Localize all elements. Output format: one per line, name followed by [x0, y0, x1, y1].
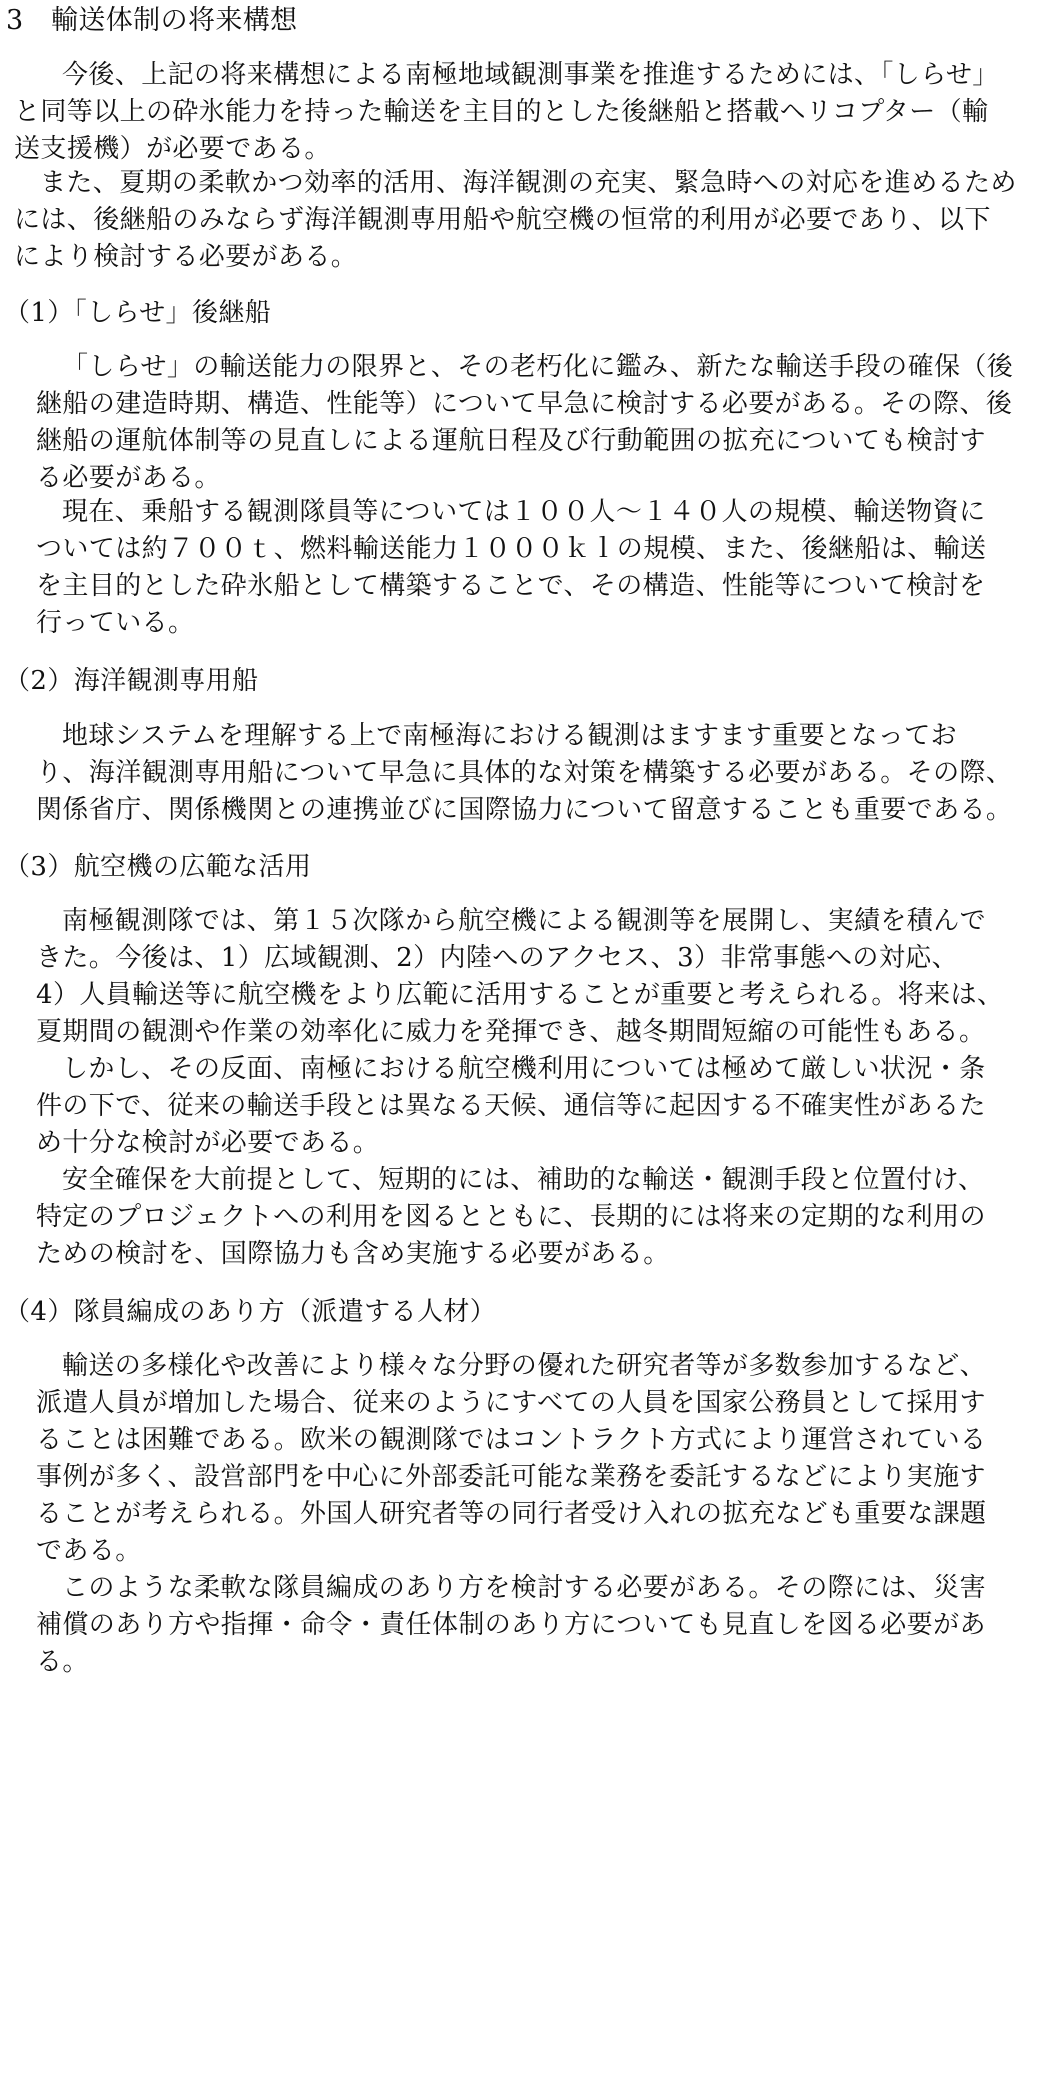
paragraph-line: 関係省庁、関係機関との連携並びに国際協力について留意することも重要である。	[36, 795, 1013, 825]
paragraph-line: る。	[36, 1647, 89, 1677]
intro-line: 今後、上記の将来構想による南極地域観測事業を推進するためには、「しらせ」	[62, 60, 999, 90]
paragraph-line: 輸送の多様化や改善により様々な分野の優れた研究者等が多数参加するなど、	[62, 1351, 987, 1381]
paragraph-line: 派遣人員が増加した場合、従来のようにすべての人員を国家公務員として採用す	[36, 1388, 986, 1418]
subsection-heading-1: （1）「しらせ」後継船	[4, 298, 272, 328]
subsection-heading-3: （3）航空機の広範な活用	[4, 852, 312, 882]
paragraph-line: 行っている。	[36, 608, 195, 638]
intro-line: また、夏期の柔軟かつ効率的活用、海洋観測の充実、緊急時への対応を進めるため	[40, 168, 1017, 198]
paragraph-line: 地球システムを理解する上で南極海における観測はますます重要となってお	[62, 721, 958, 751]
paragraph-line: 事例が多く、設営部門を中心に外部委託可能な業務を委託するなどにより実施す	[36, 1462, 986, 1492]
paragraph-line: ることは困難である。欧米の観測隊ではコントラクト方式により運営されている	[36, 1425, 987, 1455]
paragraph-line: 現在、乗船する観測隊員等については１００人～１４０人の規模、輸送物資に	[62, 497, 986, 527]
paragraph-line: る必要がある。	[36, 463, 221, 493]
paragraph-line: ついては約７００ｔ、燃料輸送能力１０００ｋｌの規模、また、後継船は、輸送	[36, 534, 987, 564]
paragraph-line: 件の下で、従来の輸送手段とは異なる天候、通信等に起因する不確実性があるた	[36, 1091, 986, 1121]
paragraph-line: 夏期間の観測や作業の効率化に威力を発揮でき、越冬期間短縮の可能性もある。	[36, 1017, 986, 1047]
intro-line: 送支援機）が必要である。	[14, 134, 331, 164]
paragraph-line: ることが考えられる。外国人研究者等の同行者受け入れの拡充なども重要な課題	[36, 1499, 987, 1529]
paragraph-line: 継船の建造時期、構造、性能等）について早急に検討する必要がある。その際、後	[36, 389, 1013, 419]
intro-line: により検討する必要がある。	[14, 242, 358, 272]
paragraph-line: め十分な検討が必要である。	[36, 1128, 380, 1158]
paragraph-line: を主目的とした砕氷船として構築することで、その構造、性能等について検討を	[36, 571, 986, 601]
paragraph-line: ための検討を、国際協力も含め実施する必要がある。	[36, 1239, 670, 1269]
paragraph-line: である。	[36, 1536, 142, 1566]
paragraph-line: 安全確保を大前提として、短期的には、補助的な輸送・観測手段と位置付け、	[62, 1165, 985, 1195]
paragraph-line: 4）人員輸送等に航空機をより広範に活用することが重要と考えられる。将来は、	[36, 980, 1004, 1010]
paragraph-line: 補償のあり方や指揮・命令・責任体制のあり方についても見直しを図る必要があ	[36, 1610, 986, 1640]
intro-line: と同等以上の砕氷能力を持った輸送を主目的とした後継船と搭載ヘリコプター（輸	[14, 97, 989, 127]
paragraph-line: 南極観測隊では、第１５次隊から航空機による観測等を展開し、実績を積んで	[62, 906, 987, 936]
paragraph-line: り、海洋観測専用船について早急に具体的な対策を構築する必要がある。その際、	[36, 758, 1013, 788]
paragraph-line: このような柔軟な隊員編成のあり方を検討する必要がある。その際には、災害	[62, 1573, 987, 1603]
subsection-heading-4: （4）隊員編成のあり方（派遣する人材）	[4, 1297, 497, 1327]
paragraph-line: 継船の運航体制等の見直しによる運航日程及び行動範囲の拡充についても検討す	[36, 426, 986, 456]
paragraph-line: 「しらせ」の輸送能力の限界と、その老朽化に鑑み、新たな輸送手段の確保（後	[62, 352, 1014, 382]
paragraph-line: きた。今後は、1）広域観測、2）内陸へのアクセス、3）非常事態への対応、	[36, 943, 959, 973]
intro-line: には、後継船のみならず海洋観測専用船や航空機の恒常的利用が必要であり、以下	[14, 205, 991, 235]
section-title: 3 輸送体制の将来構想	[6, 5, 298, 36]
paragraph-line: しかし、その反面、南極における航空機利用については極めて厳しい状況・条	[62, 1054, 986, 1084]
subsection-heading-2: （2）海洋観測専用船	[4, 666, 259, 696]
paragraph-line: 特定のプロジェクトへの利用を図るとともに、長期的には将来の定期的な利用の	[36, 1202, 986, 1232]
